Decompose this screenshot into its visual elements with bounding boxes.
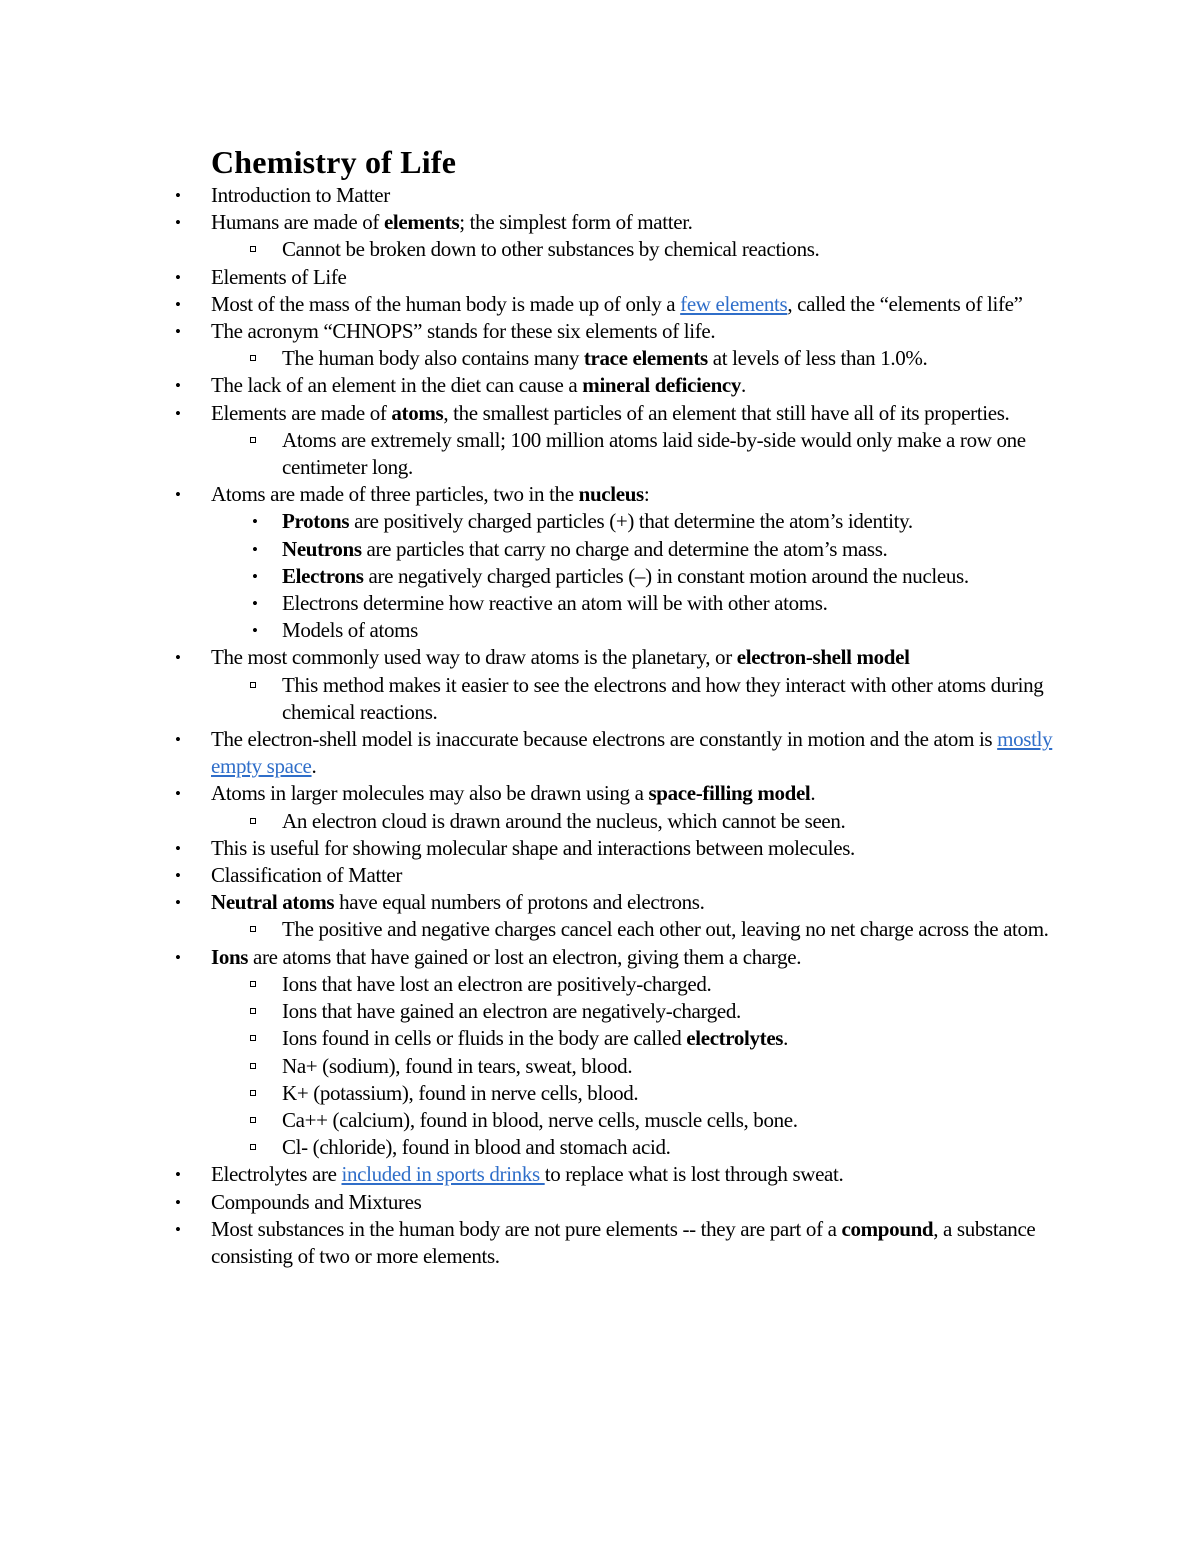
list-item (0, 508, 1060, 535)
list-item (0, 808, 1060, 835)
list-item-text: This method makes it easier to see the electrons and how they interact with other atoms during chemical reactions. (282, 672, 1044, 724)
list-item (0, 481, 1060, 508)
list-item-text: The electron-shell model is inaccurate because electrons are constantly in motion and the atom is (211, 727, 998, 752)
list-item-text: Atoms are extremely small; 100 million atoms laid side-by-side would only make a row one centimeter long. (282, 427, 1026, 480)
bullet-icon: • (175, 648, 181, 668)
square-bullet-icon (250, 682, 256, 688)
bullet-icon: • (175, 294, 181, 314)
list-item (0, 998, 1060, 1025)
bullet-icon: • (175, 403, 181, 423)
square-bullet-icon (250, 818, 256, 824)
list-item (0, 672, 1060, 726)
list-item (0, 536, 1060, 563)
list-item-text: The most commonly used way to draw atoms is the planetary, or (211, 645, 737, 670)
list-item (0, 944, 1060, 971)
list-item-text: Elements are made of (211, 400, 392, 425)
bullet-icon: • (252, 621, 258, 641)
list-item-text: have equal numbers of protons and electrons. (334, 890, 705, 915)
list-item-text: Cannot be broken down to other substances by chemical reactions. (282, 237, 820, 262)
square-bullet-icon (250, 1090, 256, 1096)
square-bullet-icon (250, 1063, 256, 1069)
list-item-text: ; the simplest form of matter. (459, 210, 693, 235)
bold-term: electrolytes (686, 1026, 784, 1051)
list-item-text: Cl- (chloride), found in blood and stomach acid. (282, 1135, 671, 1160)
list-item-text: . (741, 373, 746, 398)
list-item-text: to replace what is lost through sweat. (544, 1162, 844, 1187)
bullet-icon: • (252, 539, 258, 559)
list-item (0, 291, 1060, 318)
list-item (0, 1025, 1060, 1052)
list-item (0, 590, 1060, 617)
list-item (0, 862, 1060, 889)
bold-term: Neutral atoms (211, 890, 335, 915)
list-item (0, 372, 1060, 399)
bold-term: space-filling model (648, 781, 811, 806)
list-item (0, 1216, 1060, 1270)
list-item-text: The acronym “CHNOPS” stands for these six elements of life. (211, 319, 716, 344)
list-item (0, 889, 1060, 916)
list-item-text: , the smallest particles of an element that still have all of its properties. (443, 400, 1010, 425)
list-item-text: Ions that have lost an electron are positively-charged. (282, 971, 712, 996)
list-item (0, 644, 1060, 671)
bold-term: Ions (211, 944, 249, 969)
bullet-icon: • (175, 1219, 181, 1239)
list-item-text: Ions that have gained an electron are negatively-charged. (282, 999, 741, 1024)
list-item-text: . (810, 781, 816, 806)
list-item-text: : (643, 482, 650, 507)
list-item-text: are positively charged particles (+) that determine the atom’s identity. (349, 509, 913, 534)
list-item-text: This is useful for showing molecular shape and interactions between molecules. (211, 835, 855, 860)
list-item-text: are atoms that have gained or lost an electron, giving them a charge. (248, 944, 802, 969)
bullet-icon: • (175, 267, 181, 287)
list-item-text: Models of atoms (282, 618, 418, 643)
list-item-text: are negatively charged particles (–) in constant motion around the nucleus. (363, 563, 969, 588)
list-item-text: Atoms are made of three particles, two in the (211, 482, 579, 507)
list-item-text: Humans are made of (211, 210, 384, 235)
square-bullet-icon (250, 981, 256, 987)
list-item-text: Elements of Life (211, 264, 347, 289)
list-item-text: are particles that carry no charge and determine the atom’s mass. (361, 536, 888, 561)
square-bullet-icon (250, 355, 256, 361)
hyperlink[interactable]: included in sports drinks (341, 1162, 545, 1187)
bullet-icon: • (175, 866, 181, 886)
list-item-text: K+ (potassium), found in nerve cells, blood. (282, 1080, 639, 1105)
list-item-text: Ca++ (calcium), found in blood, nerve cells, muscle cells, bone. (282, 1107, 798, 1132)
list-item (0, 1080, 1060, 1107)
bullet-icon: • (175, 213, 181, 233)
list-item-text: , called the “elements of life” (787, 291, 1023, 316)
bullet-icon: • (252, 512, 258, 532)
bold-term: compound (841, 1216, 934, 1241)
list-item-text: The human body also contains many (282, 346, 584, 371)
list-item (0, 264, 1060, 291)
list-item (0, 617, 1060, 644)
list-item (0, 1189, 1060, 1216)
square-bullet-icon (250, 1144, 256, 1150)
list-item (0, 780, 1060, 807)
list-item-text: , a substance consisting of two or more elements. (211, 1216, 1036, 1268)
list-item (0, 1134, 1060, 1161)
list-item-text: Na+ (sodium), found in tears, sweat, blood. (282, 1053, 633, 1078)
bold-term: trace elements (583, 346, 708, 371)
list-item-text: An electron cloud is drawn around the nucleus, which cannot be seen. (282, 808, 846, 833)
list-item (0, 971, 1060, 998)
list-item-text: . (311, 754, 317, 779)
list-item (0, 835, 1060, 862)
bold-term: Neutrons (282, 536, 362, 561)
list-item-text: Atoms in larger molecules may also be drawn using a (211, 781, 649, 806)
bullet-icon: • (175, 1165, 181, 1185)
hyperlink[interactable]: few elements (680, 291, 788, 316)
list-item-text: The positive and negative charges cancel each other out, leaving no net charge across the atom. (282, 917, 1049, 942)
list-item (0, 209, 1060, 236)
list-item (0, 236, 1060, 263)
square-bullet-icon (250, 1117, 256, 1123)
list-item (0, 726, 1060, 780)
bullet-icon: • (175, 838, 181, 858)
list-item-text: Ions found in cells or fluids in the body are called (282, 1026, 687, 1051)
list-item-text: Compounds and Mixtures (211, 1189, 422, 1214)
list-item (0, 345, 1060, 372)
list-item-text: Introduction to Matter (211, 183, 390, 207)
list-item-text: at levels of less than 1.0%. (707, 346, 928, 371)
bold-term: electron-shell model (736, 645, 910, 670)
bullet-icon: • (175, 322, 181, 342)
list-item (0, 1053, 1060, 1080)
hyperlink[interactable]: mostly empty space (211, 727, 1053, 779)
list-item (0, 563, 1060, 590)
list-item (0, 1107, 1060, 1134)
bold-term: elements (383, 210, 460, 235)
list-item (0, 182, 1060, 209)
bullet-list (0, 182, 1200, 1270)
list-item (0, 916, 1060, 943)
list-item-text: . (783, 1026, 789, 1051)
list-item-text: Electrons determine how reactive an atom will be with other atoms. (282, 591, 828, 616)
bold-term: nucleus (578, 482, 644, 507)
bullet-icon: • (252, 566, 258, 586)
bullet-icon: • (175, 730, 181, 750)
square-bullet-icon (250, 926, 256, 932)
bold-term: Protons (282, 509, 350, 534)
list-item-text: The lack of an element in the diet can cause a (211, 373, 583, 398)
bullet-icon: • (175, 947, 181, 967)
list-item-text: Most of the mass of the human body is made up of only a (211, 291, 681, 316)
square-bullet-icon (250, 246, 256, 252)
bullet-icon: • (175, 485, 181, 505)
square-bullet-icon (250, 437, 256, 443)
list-item (0, 318, 1060, 345)
bold-term: atoms (391, 400, 444, 425)
bullet-icon: • (175, 784, 181, 804)
bullet-icon: • (175, 376, 181, 396)
square-bullet-icon (250, 1035, 256, 1041)
list-item (0, 400, 1060, 427)
bullet-icon: • (252, 594, 258, 614)
bold-term: Electrons (282, 563, 364, 588)
page-title: Chemistry of Life (211, 144, 457, 180)
bold-term: mineral deficiency (582, 373, 742, 398)
bullet-icon: • (175, 186, 181, 205)
list-item (0, 1161, 1060, 1188)
list-item-text: Electrolytes are (211, 1162, 342, 1187)
list-item (0, 427, 1060, 481)
bullet-icon: • (175, 1192, 181, 1212)
bullet-icon: • (175, 893, 181, 913)
list-item-text: Classification of Matter (211, 863, 403, 888)
square-bullet-icon (250, 1008, 256, 1014)
list-item-text: Most substances in the human body are not pure elements -- they are part of a (211, 1216, 842, 1241)
